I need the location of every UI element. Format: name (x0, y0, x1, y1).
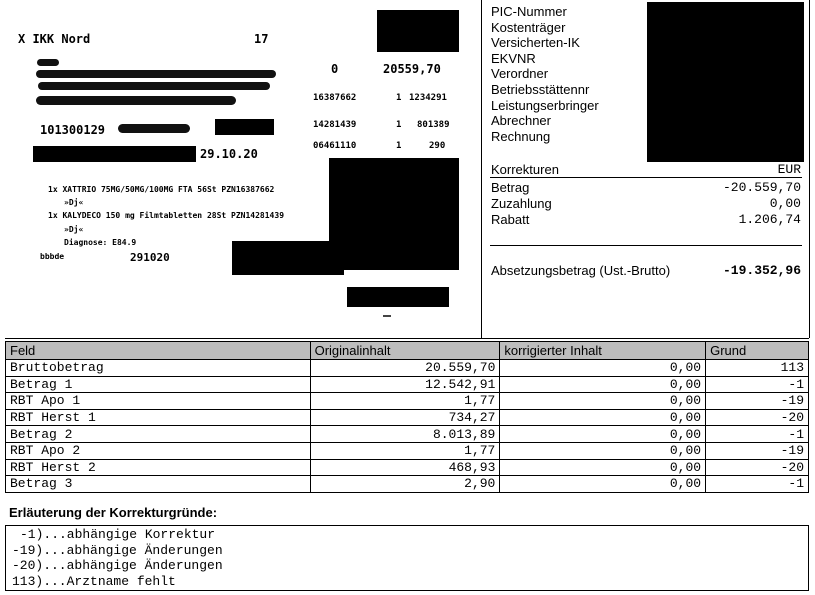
betrag-value: -20.559,70 (722, 180, 801, 195)
drug-line-2-sub: »Dj« (64, 225, 84, 234)
table-row (6, 393, 809, 410)
cell-original: 12.542,91 (310, 376, 500, 393)
cell-feld: RBT Apo 2 (6, 442, 311, 459)
divider (490, 177, 802, 178)
diagnosis: Diagnose: E84.9 (64, 238, 137, 247)
cell-grund: -19 (706, 442, 809, 459)
divider (490, 245, 802, 246)
cell-feld: RBT Herst 1 (6, 409, 311, 426)
redaction-box (215, 119, 274, 135)
pzn-1: 16387662 (313, 93, 357, 103)
cell-korrigiert: 0,00 (500, 360, 706, 377)
korrekturen-label: Korrekturen (491, 162, 559, 177)
field-label: Abrechner (491, 113, 551, 129)
value-zero: 0 (331, 62, 339, 76)
cell-original: 734,27 (310, 409, 500, 426)
mark (383, 315, 391, 317)
table-row (6, 459, 809, 476)
section-divider (5, 338, 809, 339)
field-label: Betriebsstättennr (491, 81, 590, 97)
price-2: 801389 (417, 120, 450, 130)
cell-korrigiert: 0,00 (500, 376, 706, 393)
cell-feld: RBT Herst 2 (6, 459, 311, 476)
zuzahlung-value: 0,00 (769, 196, 801, 211)
qty-1: 1 (396, 93, 402, 103)
absetzung-label: Absetzungsbetrag (Ust.-Brutto) (491, 263, 671, 278)
redaction-scribble (36, 70, 276, 78)
cell-grund: 113 (706, 360, 809, 377)
price-3: 290 (429, 141, 446, 151)
legend-title: Erläuterung der Korrekturgründe: (9, 505, 218, 520)
legend-item: -1)...abhängige Korrektur (20, 527, 216, 542)
redaction-box (647, 2, 804, 162)
redaction-box (33, 146, 196, 162)
qty-2: 1 (396, 120, 402, 130)
table-header-row (6, 342, 809, 360)
cell-korrigiert: 0,00 (500, 476, 706, 493)
field-label: Kostenträger (491, 19, 566, 35)
table-row (6, 360, 809, 377)
table-row (6, 409, 809, 426)
cell-korrigiert: 0,00 (500, 426, 706, 443)
field-label: PIC-Nummer (491, 4, 567, 19)
redaction-scribble (38, 82, 270, 90)
cell-korrigiert: 0,00 (500, 442, 706, 459)
prescription-date: 29.10.20 (200, 147, 258, 161)
legend-item: 113)...Arztname fehlt (12, 573, 176, 589)
cell-original: 468,93 (310, 459, 500, 476)
cell-grund: -1 (706, 376, 809, 393)
footer-code: bbbde (40, 252, 65, 261)
betrag-label: Betrag (491, 180, 530, 195)
header-number: 17 (254, 32, 269, 46)
field-label: Versicherten-IK (491, 35, 580, 51)
total-amount: 20559,70 (383, 62, 441, 76)
billing-panel (481, 0, 810, 338)
footer-number: 291020 (130, 251, 170, 264)
drug-line-2: 1x KALYDECO 150 mg Filmtabletten 28St PZN14281439 (48, 211, 285, 220)
zuzahlung-label: Zuzahlung (491, 196, 552, 211)
redaction-scribble (36, 96, 236, 105)
cell-feld: Betrag 3 (6, 476, 311, 493)
correction-table (5, 341, 809, 493)
cell-feld: RBT Apo 1 (6, 393, 311, 410)
table-row (6, 426, 809, 443)
cell-korrigiert: 0,00 (500, 393, 706, 410)
pzn-2: 14281439 (313, 120, 357, 130)
cell-grund: -20 (706, 459, 809, 476)
cell-grund: -19 (706, 393, 809, 410)
field-label-list (491, 4, 599, 144)
pzn-3: 06461110 (313, 141, 357, 151)
legend-item: -20)...abhängige Änderungen (12, 558, 223, 573)
cell-feld: Betrag 1 (6, 376, 311, 393)
redaction-box (377, 10, 459, 52)
drug-line-1: 1x XATTRIO 75MG/50MG/100MG FTA 56St PZN16387662 (48, 185, 275, 194)
field-label: Verordner (491, 66, 549, 82)
absetzung-value: -19.352,96 (722, 263, 801, 278)
cell-original: 1,77 (310, 442, 500, 459)
cell-grund: -1 (706, 476, 809, 493)
table-row (6, 476, 809, 493)
field-label: Leistungserbringer (491, 97, 599, 113)
cell-korrigiert: 0,00 (500, 459, 706, 476)
cell-korrigiert: 0,00 (500, 409, 706, 426)
cell-original: 20.559,70 (310, 360, 500, 377)
cell-original: 1,77 (310, 393, 500, 410)
legend-box (5, 525, 809, 591)
cell-grund: -20 (706, 409, 809, 426)
insurer-name: X IKK Nord (18, 32, 91, 46)
rabatt-value: 1.206,74 (738, 212, 801, 227)
cell-original: 2,90 (310, 476, 500, 493)
currency-label: EUR (777, 162, 801, 177)
cell-feld: Bruttobetrag (6, 360, 311, 377)
cell-original: 8.013,89 (310, 426, 500, 443)
id-line: 101300129 (40, 123, 106, 137)
column-header: Originalinhalt (310, 342, 500, 360)
price-1: 1234291 (409, 93, 447, 103)
cell-grund: -1 (706, 426, 809, 443)
column-header: Grund (706, 342, 809, 360)
table-row (6, 376, 809, 393)
table-row (6, 442, 809, 459)
redaction-box (347, 287, 449, 307)
field-label: EKVNR (491, 50, 536, 66)
redaction-scribble (118, 124, 190, 133)
qty-3: 1 (396, 141, 402, 151)
column-header: Feld (6, 342, 311, 360)
cell-feld: Betrag 2 (6, 426, 311, 443)
legend-item: -19)...abhängige Änderungen (12, 542, 223, 558)
redaction-box (329, 158, 459, 270)
rabatt-label: Rabatt (491, 212, 530, 227)
column-header: korrigierter Inhalt (500, 342, 706, 360)
drug-line-1-sub: »Dj« (64, 198, 84, 207)
redaction-scribble (37, 59, 59, 66)
redaction-box (232, 241, 344, 275)
field-label: Rechnung (491, 128, 551, 144)
